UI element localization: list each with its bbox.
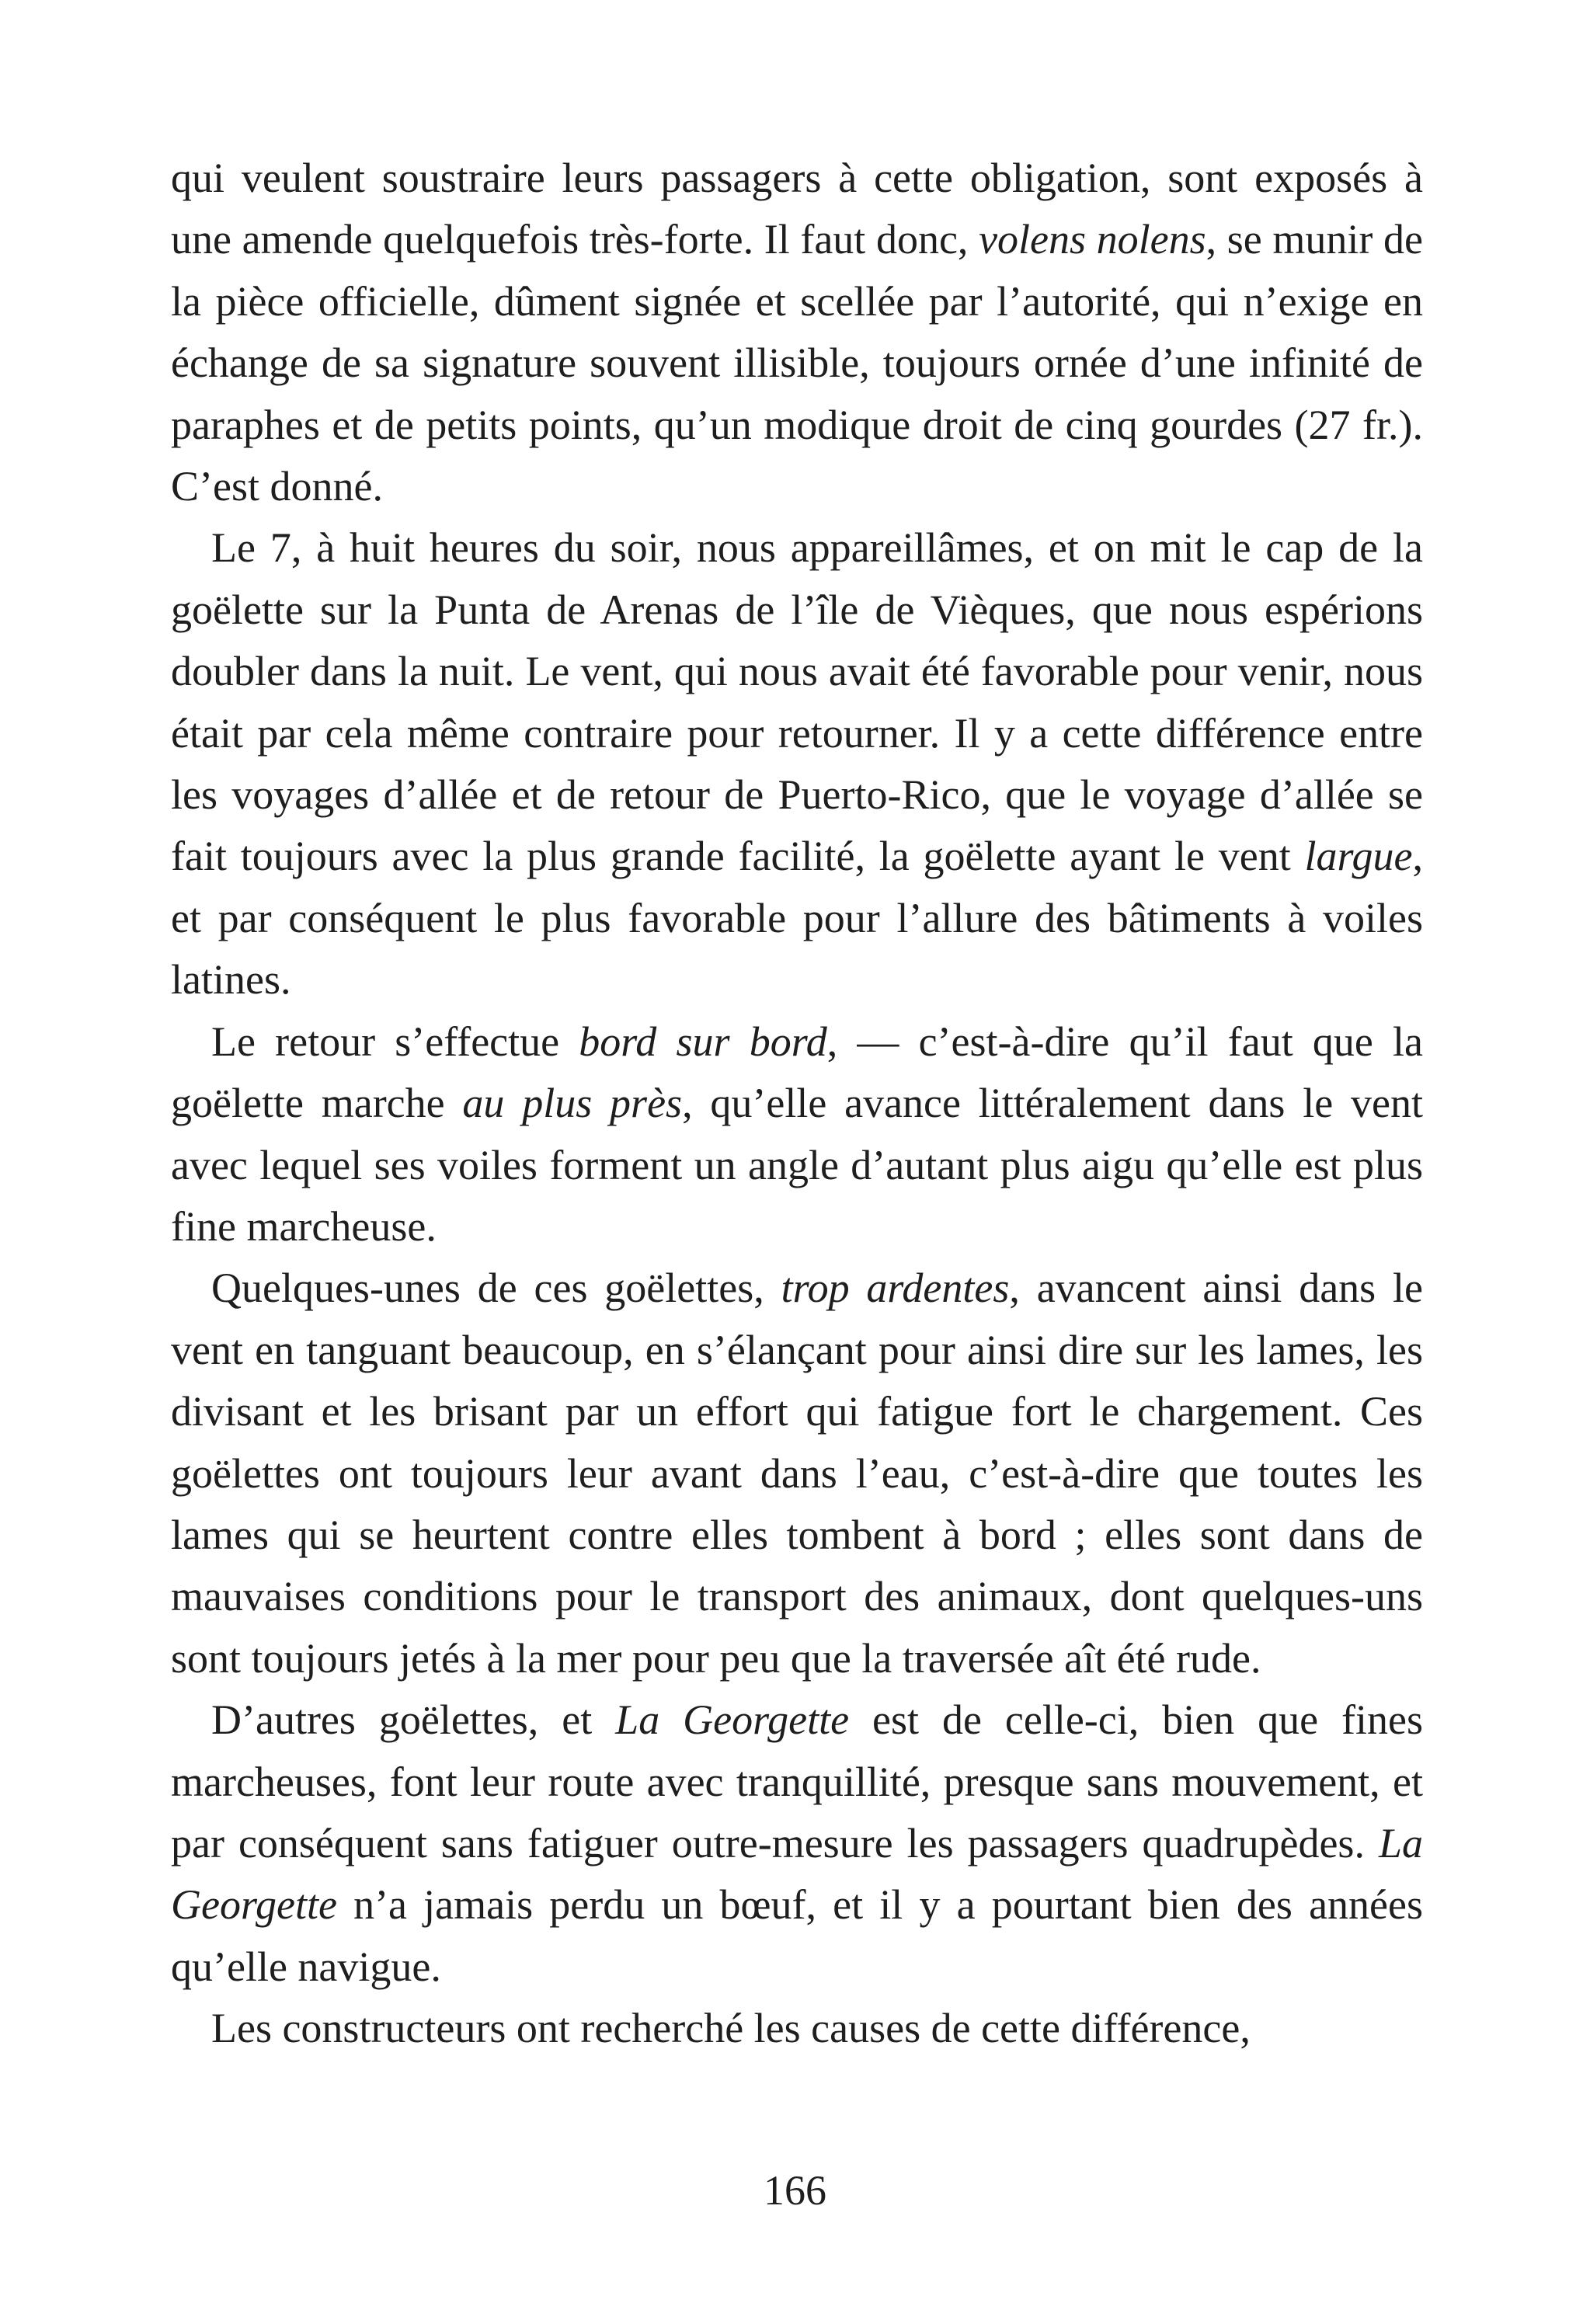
paragraph-4-italic-trop-ardentes: trop ardentes [781, 1265, 1010, 1312]
paragraph-1-italic-volens-nolens: volens nolens [979, 216, 1206, 263]
paragraph-3-italic-au-plus-pres: au plus près [462, 1080, 683, 1127]
paragraph-1-text-1: qui veulent soustraire leurs passagers à cette obligation, sont exposés à une amende quelquefois très-forte. Il faut donc, [171, 155, 1423, 263]
paragraph-5-text-3: n’a jamais perdu un bœuf, et il y a pourtant bien des années qu’elle navigue. [171, 1881, 1423, 1990]
paragraph-6-text-1: Les constructeurs ont recherché les causes de cette différence, [211, 2005, 1251, 2052]
paragraph-4-text-2: , avancent ainsi dans le vent en tanguant beaucoup, en s’élançant pour ainsi dire sur les lames, les divisant et les brisant par un effort qui fatigue fort le chargement. Ces goëlettes ont toujours leur avant dans l’eau, c’est-à-dire que toutes les lames qui se heurtent contre elles tombent à bord ; elles sont dans de mauvaises conditions pour le transport des animaux, dont quelques-uns sont toujours jetés à la mer pour peu que la traversée aît été rude. [171, 1265, 1423, 1682]
paragraph-3-text-2: , — c’est-à-dire qu’il faut que la goëlette marche [171, 1018, 1424, 1127]
paragraph-3 [171, 1011, 1423, 1258]
paragraph-1 [171, 148, 1423, 517]
paragraph-5-text-1: D’autres goëlettes, et [211, 1696, 616, 1744]
paragraph-2-text-2: , et par conséquent le plus favorable pour l’allure des bâtiments à voiles latines. [171, 833, 1423, 1004]
paragraph-2-italic-largue: largue [1304, 833, 1413, 880]
paragraph-5-italic-la-georgette-1: La Georgette [615, 1696, 850, 1744]
paragraph-3-text-1: Le retour s’effectue [211, 1018, 579, 1065]
paragraph-2-text-1: Le 7, à huit heures du soir, nous appareillâmes, et on mit le cap de la goëlette sur la Punta de Arenas de l’île de Vièques, que nous espérions doubler dans la nuit. Le vent, qui nous avait été favorable pour venir, nous était par cela même contraire pour retourner. Il y a cette différence entre les voyages d’allée et de retour de Puerto-Rico, que le voyage d’allée se fait toujours avec la plus grande facilité, la goëlette ayant le vent [171, 524, 1423, 880]
paragraph-4 [171, 1258, 1423, 1689]
paragraph-5 [171, 1689, 1423, 1998]
paragraph-5-italic-la-georgette-2: La Georgette [171, 1819, 1423, 1929]
paragraph-4-text-1: Quelques-unes de ces goëlettes, [211, 1265, 781, 1312]
page-number: 166 [764, 2167, 826, 2214]
paragraph-6 [171, 1998, 1423, 2059]
paragraph-3-text-3: , qu’elle avance littéralement dans le vent avec lequel ses voiles forment un angle d’autant plus aigu qu’elle est plus fine marcheuse. [171, 1080, 1424, 1250]
paragraph-3-italic-bord-sur-bord: bord sur bord [579, 1018, 827, 1065]
paragraph-5-text-2: est de celle-ci, bien que fines marcheuses, font leur route avec tranquillité, presque sans mouvement, et par conséquent sans fatiguer outre-mesure les passagers quadrupèdes. [171, 1696, 1423, 1867]
paragraph-2 [171, 517, 1423, 1011]
paragraph-1-text-2: , se munir de la pièce officielle, dûment signée et scellée par l’autorité, qui n’exige en échange de sa signature souvent illisible, toujours ornée d’une infinité de paraphes et de petits points, qu’un modique droit de cinq gourdes (27 fr.). C’est donné. [171, 216, 1423, 510]
page-body [171, 148, 1423, 2060]
